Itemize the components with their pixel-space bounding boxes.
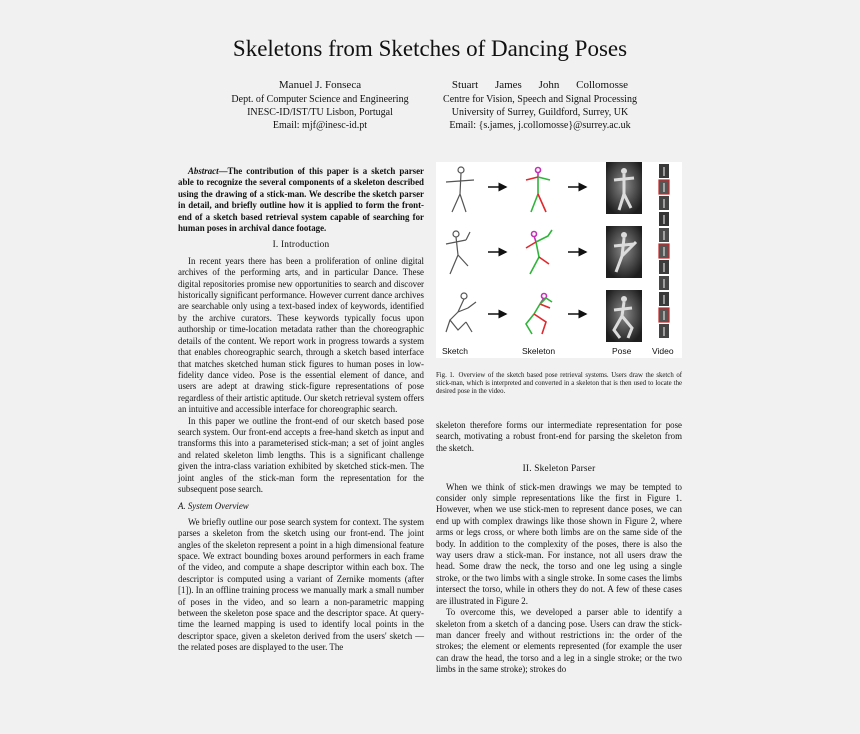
section-heading-skeleton-parser: [436, 464, 682, 475]
right-column: [436, 420, 682, 676]
author-location: INESC-ID/IST/TU Lisbon, Portugal: [247, 107, 393, 118]
author-email: Email: {s.james, j.collomosse}@surrey.ac.uk: [449, 120, 631, 131]
sketch-figure-2: [446, 231, 470, 274]
abstract-label: Abstract: [188, 166, 219, 176]
figure-label-video: Video: [652, 346, 674, 356]
skeleton-figure-1: [526, 168, 550, 213]
author-affiliation: Dept. of Computer Science and Engineering: [231, 94, 409, 105]
figure-caption-text: Overview of the sketch based pose retrieval systems. Users draw the sketch of stick-man, which is interpreted and converted in a skeleton that is then used to locate the desired pose in the video.: [436, 372, 682, 396]
section-numeral: II.: [522, 464, 532, 475]
author-block-1: [200, 79, 440, 132]
author-location: University of Surrey, Guildford, Surrey, UK: [451, 107, 629, 118]
paragraph: skeleton therefore forms our intermediate representation for pose search, motivating a robust front-end for parsing the skeleton from the sketch.: [436, 420, 682, 453]
figure-label-skeleton: Skeleton: [522, 346, 556, 356]
author-names: Manuel J. Fonseca: [278, 79, 362, 91]
subsection-heading: A. System Overview: [178, 501, 249, 512]
pose-image-2: [606, 226, 642, 278]
section-numeral: I.: [272, 240, 279, 251]
figure-caption-label: Fig. 1.: [436, 372, 455, 379]
sketch-figure-1: [446, 167, 474, 212]
figure-label-sketch: Sketch: [442, 346, 468, 356]
figure-label-pose: Pose: [612, 346, 632, 356]
section-heading-introduction: [178, 240, 424, 251]
author-email: Email: mjf@inesc-id.pt: [272, 120, 368, 131]
author-affiliation: Centre for Vision, Speech and Signal Processing: [443, 94, 637, 105]
figure-labels: [436, 346, 682, 358]
section-title: Introduction: [281, 240, 330, 251]
section-title: Skeleton Parser: [534, 464, 596, 475]
pose-image-1: [606, 162, 642, 214]
author-names: Stuart James John Collomosse: [451, 79, 629, 91]
paper-title: Skeletons from Sketches of Dancing Poses: [232, 36, 628, 61]
skeleton-figure-2: [526, 230, 552, 274]
paragraph: In recent years there has been a proliferation of online digital archives of the performing arts, and in particular Dance. These digital repositories promise new opportunities to search and discover historically significant performance. However current dance archives are searchable only using a text-based index of keywords, identified by the archive curators. These keywords typically focus upon authorship or time-location metadata rather than the choreographic details of the content. We report work in progress towards a system that enables choreographic search, through a sketch based interface that matches sketched human stick figures to human poses in low-fidelity dance video. Pose is the essential element of dance, and users are adept at drawing stick-figure representations of pose regardless of their artistic aptitude. Our sketch retrieval system offers an intuitive and accessible interface for choreographic search.: [178, 255, 424, 415]
abstract: [178, 166, 424, 234]
figure-diagram: [436, 162, 682, 346]
skeleton-figure-3: [526, 294, 552, 335]
abstract-text: —The contribution of this paper is a sketch parser able to recognize the several components of a skeleton described using the drawing of a stick-man. We describe the sketch parser in detail, and briefly outline how it is applied to form the front-end of a sketch based retrieval system capable of searching for human poses in archival dance footage.: [178, 166, 424, 234]
figure-1: [436, 162, 682, 358]
video-strip: [659, 164, 669, 338]
figure-caption: [436, 372, 682, 397]
paragraph: In this paper we outline the front-end of our sketch based pose search system. Our front-end accepts a free-hand sketch as input and transforms this into a parameterised stick-man; a set of joint angles and related skeleton limb lengths. This is a significant challenge given the intra-class variation exhibited by sketched stick-men. The joint angles of the stick-man form the representation for the subsequent pose search.: [178, 415, 424, 494]
pose-image-3: [606, 290, 642, 342]
paragraph: To overcome this, we developed a parser able to identify a skeleton from a sketch of a dancing pose. Users can draw the stick-man dancer freely and without restrictions in: the order of the strokes; the element or elements represented (for example the user can draw the head, the torso and a leg in a single stroke; or the two limbs in the same stroke); strokes do: [436, 607, 682, 675]
author-block-2: [430, 79, 650, 132]
left-column: [178, 166, 424, 654]
paragraph: We briefly outline our pose search system for context. The system parses a skeleton from the sketch using our front-end. The joint angles of the skeleton represent a point in a high dimensional feature space. We extract bounding boxes around performers in each frame of the video, and compute a shape descriptor within each box. The descriptor is computed using a variant of Zernike moments (after [1]). In an offline training process we manually mark a small number of poses in the video, and so learn a non-parametric mapping between the skeleton pose space and the descriptor space. At query-time the learned mapping is used to identify local points in the descriptor space, given a skeleton derived from the users' sketch — the related poses are displayed to the user. The: [178, 516, 424, 653]
paragraph: When we think of stick-men drawings we may be tempted to consider only simple representations like the first in Figure 1. However, when we use stick-men to represent dance poses, we can end up with complex drawings like those shown in Figure 2, where arms or legs cross, or where both limbs are on the same side of the body. In addition to the complexity of the poses, there is also the way users draw a stick-man. For instance, not all users draw the head. Some draw the neck, the torso and one leg using a single stroke, or the two limbs with a single stroke. In some cases the limbs intersect the torso, while in others they do not. A few of these cases are illustrated in Figure 2.: [436, 481, 682, 606]
sketch-figure-3: [446, 293, 476, 332]
